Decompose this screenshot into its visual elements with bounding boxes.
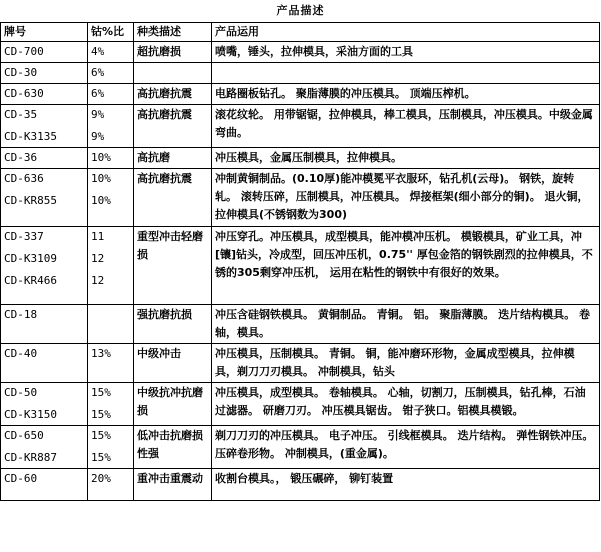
use-cell — [212, 426, 600, 469]
use-cell — [212, 63, 600, 84]
cobalt-cell-line: 10% — [91, 172, 111, 185]
cobalt-cell — [88, 148, 134, 169]
grade-cell-line: CD-KR466 — [4, 274, 57, 287]
table-row — [1, 227, 600, 305]
type-cell-line: 高抗磨抗震 — [137, 108, 192, 121]
use-cell — [212, 42, 600, 63]
grade-cell-line: CD-650 — [4, 429, 44, 442]
type-cell-line: 高抗磨抗震 — [137, 172, 192, 185]
table-row — [1, 148, 600, 169]
table-row — [1, 169, 600, 227]
use-cell-line: 剃刀刀刃的冲压模具。 电子冲压。 引线框模具。 迭片结构。 弹性钢铁冲压。 压碎卷形物。 冲制模具，(重金属)。 — [215, 429, 594, 460]
grade-cell-line: CD-700 — [4, 45, 44, 58]
use-cell-line: 冲压穿孔。冲压模具，成型模具，能冲模冲压机。 模锻模具，矿业工具，冲[镶]钻头，冷成型，回压冲压机，0.75'' 厚包金箔的钢铁剧烈的拉伸模具，不锈的305剩穿冲压机， 运用在粘性的钢铁中有很好的效果。 — [215, 230, 593, 279]
header-grade: 牌号 — [1, 23, 88, 42]
cobalt-cell-line: 13% — [91, 347, 111, 360]
grade-cell-line: CD-40 — [4, 347, 38, 360]
use-cell-line: 冲压模具，金属压制模具，拉伸模具。 — [215, 151, 402, 164]
type-cell-line: 重型冲击轻磨损 — [137, 230, 203, 261]
type-cell — [134, 383, 212, 426]
cobalt-cell-line: 10% — [91, 194, 111, 207]
use-cell — [212, 169, 600, 227]
cobalt-cell-line: 20% — [91, 472, 111, 485]
product-table — [0, 22, 600, 501]
use-cell-line: 滚花纹轮。 用带锯锯，拉伸模具，棒工模具，压制模具，冲压模具。中级金属弯曲。 — [215, 108, 593, 139]
table-row — [1, 63, 600, 84]
type-cell — [134, 148, 212, 169]
cobalt-cell-line: 15% — [91, 408, 111, 421]
cobalt-cell-line: 15% — [91, 451, 111, 464]
cobalt-cell-line: 9% — [91, 130, 105, 143]
use-cell-line: 电路圈板钻孔。 聚脂薄膜的冲压模具。 顶端压榨机。 — [215, 87, 476, 100]
use-cell-line: 冲压模具，成型模具。 卷轴模具。 心轴，切割刀，压制模具，钻孔棒，石油过滤器。 研磨刀刃。 冲压模具锯齿。 钳子狭口。铝模具模锻。 — [215, 386, 586, 417]
cobalt-cell — [88, 227, 134, 305]
cobalt-cell-line: 10% — [91, 151, 111, 164]
type-cell — [134, 426, 212, 469]
grade-cell-line: CD-630 — [4, 87, 44, 100]
grade-cell-line: CD-60 — [4, 472, 38, 485]
header-type: 种类描述 — [134, 23, 212, 42]
table-row — [1, 305, 600, 344]
grade-cell — [1, 63, 88, 84]
use-cell — [212, 148, 600, 169]
type-cell — [134, 227, 212, 305]
cobalt-cell — [88, 84, 134, 105]
cobalt-cell — [88, 63, 134, 84]
grade-cell — [1, 383, 88, 426]
grade-cell-line: CD-K3135 — [4, 130, 57, 143]
cobalt-cell — [88, 344, 134, 383]
header-row — [1, 23, 600, 42]
type-cell-line: 超抗磨损 — [137, 45, 181, 58]
type-cell — [134, 105, 212, 148]
grade-cell-line: CD-36 — [4, 151, 38, 164]
grade-cell-line: CD-18 — [4, 308, 38, 321]
cobalt-cell-line: 12 — [91, 274, 105, 287]
table-row — [1, 383, 600, 426]
table-row — [1, 426, 600, 469]
grade-cell-line: CD-KR887 — [4, 451, 57, 464]
cobalt-cell-line: 9% — [91, 108, 105, 121]
table-row — [1, 344, 600, 383]
header-cobalt: 钴%比 — [88, 23, 134, 42]
type-cell-line: 中级冲击 — [137, 347, 181, 360]
use-cell — [212, 105, 600, 148]
grade-cell-line: CD-KR855 — [4, 194, 57, 207]
use-cell — [212, 84, 600, 105]
use-cell — [212, 305, 600, 344]
cobalt-cell-line: 11 — [91, 230, 105, 243]
type-cell-line: 中级抗冲抗磨损 — [137, 386, 203, 417]
grade-cell — [1, 148, 88, 169]
use-cell-line: 冲压模具，压制模具。 青铜。 铜，能冲磨环形物，金属成型模具，拉伸模具，剃刀刀刃模具。 冲制模具，钻头 — [215, 347, 575, 378]
grade-cell-line: CD-636 — [4, 172, 44, 185]
table-row — [1, 84, 600, 105]
cobalt-cell — [88, 42, 134, 63]
cobalt-cell — [88, 469, 134, 501]
grade-cell — [1, 169, 88, 227]
table-row — [1, 42, 600, 63]
header-use: 产品运用 — [212, 23, 600, 42]
use-cell-line: 喷嘴，锤头，拉伸模具，采油方面的工具 — [215, 45, 413, 58]
cobalt-cell-line: 4% — [91, 45, 105, 58]
grade-cell — [1, 344, 88, 383]
grade-cell — [1, 426, 88, 469]
type-cell — [134, 63, 212, 84]
cobalt-cell — [88, 383, 134, 426]
cobalt-cell — [88, 426, 134, 469]
type-cell — [134, 169, 212, 227]
use-cell — [212, 344, 600, 383]
type-cell-line: 强抗磨抗损 — [137, 308, 192, 321]
type-cell-line: 重冲击重震动 — [137, 472, 203, 485]
cobalt-cell — [88, 105, 134, 148]
grade-cell-line: CD-30 — [4, 66, 38, 79]
use-cell-line: 收割台模具。， 锻压碾碎， 铆钉装置 — [215, 472, 394, 485]
use-cell — [212, 469, 600, 501]
cobalt-cell-line: 15% — [91, 386, 111, 399]
cobalt-cell-line: 12 — [91, 252, 105, 265]
grade-cell-line: CD-337 — [4, 230, 44, 243]
grade-cell — [1, 42, 88, 63]
use-cell-line: 冲制黄铜制品。(0.10厚)能冲模冕平衣服环，钻孔机(云母)。 钢铁，旋转轧。 滚转压碎，压制模具，冲压模具。 焊接框架(细小部分的铜)。 退火铜，拉伸模具(不锈钢数为300) — [215, 172, 589, 221]
type-cell — [134, 344, 212, 383]
grade-cell — [1, 305, 88, 344]
cobalt-cell-line: 6% — [91, 66, 105, 79]
type-cell-line: 高抗磨 — [137, 151, 170, 164]
cobalt-cell — [88, 305, 134, 344]
grade-cell-line: CD-K3109 — [4, 252, 57, 265]
cobalt-cell-line: 6% — [91, 87, 105, 100]
grade-cell — [1, 105, 88, 148]
grade-cell — [1, 227, 88, 305]
use-cell — [212, 227, 600, 305]
grade-cell-line: CD-K3150 — [4, 408, 57, 421]
cobalt-cell — [88, 169, 134, 227]
grade-cell — [1, 469, 88, 501]
use-cell — [212, 383, 600, 426]
type-cell — [134, 469, 212, 501]
grade-cell-line: CD-50 — [4, 386, 38, 399]
type-cell — [134, 42, 212, 63]
grade-cell-line: CD-35 — [4, 108, 38, 121]
table-row — [1, 469, 600, 501]
page-title: 产品描述 — [276, 4, 325, 17]
type-cell — [134, 305, 212, 344]
cobalt-cell-line: 15% — [91, 429, 111, 442]
use-cell-line: 冲压含硅钢铁模具。 黄铜制品。 青铜。 铝。 聚脂薄膜。 迭片结构模具。 卷轴，模具。 — [215, 308, 590, 339]
table-row — [1, 105, 600, 148]
type-cell-line: 高抗磨抗震 — [137, 87, 192, 100]
type-cell — [134, 84, 212, 105]
grade-cell — [1, 84, 88, 105]
type-cell-line: 低冲击抗磨损性强 — [137, 429, 203, 460]
